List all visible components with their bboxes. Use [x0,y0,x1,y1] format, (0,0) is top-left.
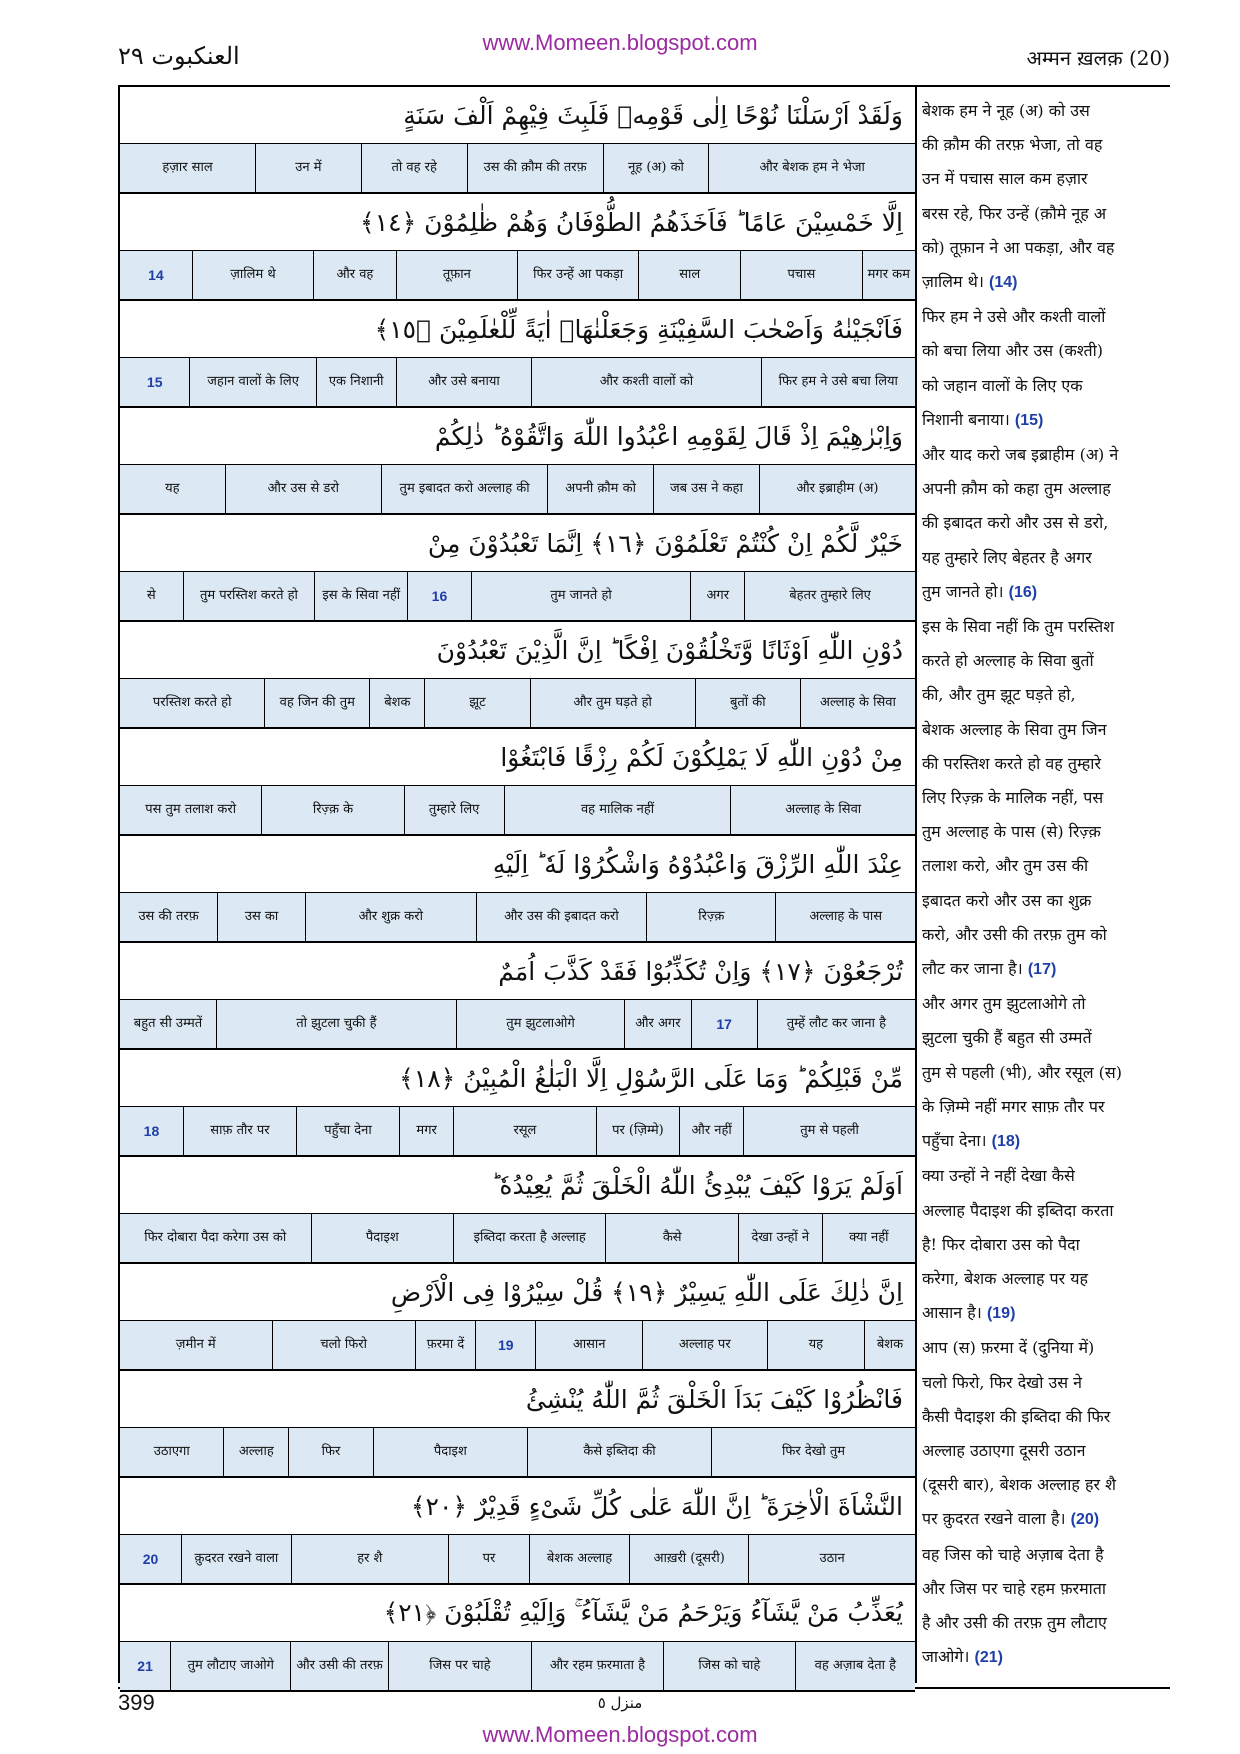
translation-line: और जिस पर चाहे रहम फ़रमाता [922,1578,1107,1598]
word-cell: पस तुम तलाश करो [145,802,237,818]
word-cell: आसान [535,1321,641,1369]
translation-line: पर क़ुदरत रखने वाला है। (20) [922,1509,1100,1529]
word-cell: और कश्ती वालों को [531,358,760,406]
verse-block [120,1050,915,1157]
translation-verse-number: (17) [1027,961,1057,979]
translation-line: करो, और उसी की तरफ़ तुम को [922,924,1107,944]
word-translation-row [120,144,915,194]
translation-line: लिए रिज़्क़ के मालिक नहीं, पस [922,788,1104,808]
word-translation-row [120,1642,915,1692]
verse-block [120,408,915,515]
translation-line: झुटला चुकी हैं बहुत सी उम्मतें [922,1028,1092,1048]
word-cell: रिज़्क़ के [261,786,403,834]
word-cell: ज़मीन में [175,1337,216,1353]
word-cell: तुम्हें लौट कर जाना है [757,1000,915,1048]
translation-verse-number: (21) [974,1649,1003,1667]
word-cell: से [146,588,156,604]
word-cell: वह जिन की तुम [264,679,369,727]
para-title: अम्मन ख़लक़ (20) [1026,46,1170,70]
verse-number: 19 [475,1321,535,1369]
word-cell: और रहम फ़रमाता है [531,1642,663,1690]
word-cell: फिर हम ने उसे बचा लिया [761,358,915,406]
word-cell: फिर उन्हें आ पकड़ा [517,251,638,299]
word-translation-row [120,1535,915,1585]
word-translation-row [120,1214,915,1264]
translation-line: फिर हम ने उसे और कश्ती वालों [922,307,1106,327]
site-url-bottom[interactable]: www.Momeen.blogspot.com [482,1722,758,1747]
word-cell: तुम लौटाए जाओगे [170,1642,290,1690]
translation-line: तुम अल्लाह के पास (से) रिज़्क़ [922,822,1101,842]
verse-block [120,622,915,729]
arabic-line: النَّشْاَةَ الْاٰخِرَةَ ؕ اِنَّ اللّٰهَ عَلٰى كُلِّ شَىْءٍ قَدِيْرٌ ﴿٢٠﴾ [120,1478,915,1535]
word-cell: तुम्हारे लिए [404,786,504,834]
word-cell: देखा उन्हों ने [738,1214,822,1262]
translation-line: इस के सिवा नहीं कि तुम परस्तिश [922,617,1115,637]
word-translation-row [120,1428,915,1478]
word-translation-row [120,1000,915,1050]
translation-verse-number: (15) [1014,411,1044,429]
verse-block [120,1371,915,1478]
word-translation-row [120,572,915,622]
verse-block [120,836,915,943]
translation-line: को) तूफ़ान ने आ पकड़ा, और वह [922,237,1115,257]
word-cell: और वह [313,251,396,299]
translation-line: तुम से पहली (भी), और रसूल (स) [922,1062,1122,1082]
translation-line: आसान है। (19) [922,1303,1016,1323]
arabic-line: وَلَقَدْ اَرْسَلْنَا نُوْحًا اِلٰى قَوْمِهٖ فَلَبِثَ فِيْهِمْ اَلْفَ سَنَةٍ [120,87,915,144]
word-cell: जिस को चाहे [663,1642,795,1690]
word-cell: रिज़्क़ [646,893,775,941]
word-cell: अल्लाह के सिवा [800,679,915,727]
word-cell: जब उस ने कहा [653,465,759,513]
verse-block [120,943,915,1050]
word-cell: बुतों की [695,679,800,727]
word-cell: रसूल [453,1107,595,1155]
word-translation-row [120,893,915,943]
word-cell: मगर [399,1107,453,1155]
translation-line: आप (स) फ़रमा दें (दुनिया में) [922,1338,1095,1358]
word-cell: हज़ार साल [162,160,213,176]
word-cell: तो झुटला चुकी हैं [216,1000,456,1048]
translation-line: पहुँचा देना। (18) [922,1131,1021,1151]
translation-line: कैसी पैदाइश की इब्तिदा की फिर [922,1406,1111,1426]
translation-line: निशानी बनाया। (15) [922,409,1044,429]
site-url-top[interactable]: www.Momeen.blogspot.com [482,30,758,55]
word-cell: अगर [690,572,744,620]
translation-line: इबादत करो और उस का शुक्र [922,890,1092,910]
translation-line: की परस्तिश करते हो वह तुम्हारे [922,753,1101,773]
word-cell: पचास [740,251,861,299]
surah-title: العنکبوت ٢٩ [118,42,240,70]
word-cell: यह [767,1321,864,1369]
word-translation-row [120,465,915,515]
word-cell: इब्तिदा करता है अल्लाह [453,1214,605,1262]
word-cell: अपनी क़ौम को [547,465,653,513]
word-cell: और इब्राहीम (अ) [759,465,915,513]
arabic-line: وَاِبْرٰهِيْمَ اِذْ قَالَ لِقَوْمِهِ اعْبُدُوا اللّٰهَ وَاتَّقُوْهُ ؕ ذٰلِكُمْ [120,408,915,465]
verse-number: 21 [137,1657,153,1674]
verse-number: 15 [146,373,163,390]
word-cell: क्या नहीं [822,1214,915,1262]
translation-line: क्या उन्हों ने नहीं देखा कैसे [922,1166,1075,1186]
translation-verse-number: (19) [986,1305,1016,1323]
arabic-line: فَانْظُرُوْا كَيْفَ بَدَاَ الْخَلْقَ ثُمَّ اللّٰهُ يُنْشِئُ [120,1371,915,1428]
translation-line: अल्लाह उठाएगा दूसरी उठान [922,1440,1086,1460]
word-cell: और तुम घड़ते हो [530,679,695,727]
translation-verse-number: (14) [989,274,1018,292]
word-cell: तुम इबादत करो अल्लाह की [381,465,547,513]
word-translation-row [120,251,915,301]
word-cell: वह अज़ाब देता है [795,1642,915,1690]
translation-line: (दूसरी बार), बेशक अल्लाह हर शै [922,1475,1116,1495]
word-cell: हर शै [291,1535,448,1583]
word-cell: फिर दोबारा पैदा करेगा उस को [144,1230,287,1246]
translation-line: है! फिर दोबारा उस को पैदा [922,1234,1080,1254]
translation-line: चलो फिरो, फिर देखो उस ने [922,1372,1083,1392]
arabic-line: عِنْدَ اللّٰهِ الرِّزْقَ وَاعْبُدُوْهُ وَاشْكُرُوْا لَهٗ ؕ اِلَيْهِ [120,836,915,893]
translation-line: के ज़िम्मे नहीं मगर साफ़ तौर पर [922,1096,1105,1116]
verse-number: 16 [407,572,471,620]
word-cell: तो वह रहे [361,144,467,192]
translation-verse-number: (18) [991,1133,1021,1151]
verse-block [120,1157,915,1264]
word-cell: और अगर [624,1000,690,1048]
word-cell: अल्लाह के सिवा [730,786,915,834]
word-cell: उस का [217,893,305,941]
translation-line: अल्लाह पैदाइश की इब्तिदा करता [922,1200,1114,1220]
verse-block [120,194,915,301]
word-cell: ज़ालिम थे [192,251,313,299]
translation-line: की इबादत करो और उस से डरो, [922,513,1109,533]
translation-line: वह जिस को चाहे अज़ाब देता है [922,1544,1104,1564]
word-cell: पैदाइश [311,1214,453,1262]
word-cell: मगर कम [862,251,915,299]
translation-column [922,94,1172,1675]
word-cell: पर [448,1535,529,1583]
word-cell: फिर [288,1428,373,1476]
verse-block [120,87,915,194]
word-translation-row [120,1107,915,1157]
word-cell: पर (ज़िम्मे) [596,1107,680,1155]
word-translation-row [120,679,915,729]
word-cell: उन में [255,144,361,192]
word-cell: जहान वालों के लिए [189,358,315,406]
word-cell: तुम जानते हो [471,572,691,620]
verse-number: 14 [148,266,164,283]
translation-line: की, और तुम झूट घड़ते हो, [922,685,1076,705]
arabic-line: تُرْجَعُوْنَ ﴿١٧﴾ وَاِنْ تُكَذِّبُوْا فَقَدْ كَذَّبَ اُمَمٌ [120,943,915,1000]
word-cell: और उसी की तरफ़ [290,1642,387,1690]
word-cell: अल्लाह पर [642,1321,767,1369]
word-cell: और बेशक हम ने भेजा [708,144,915,192]
word-cell: झूट [424,679,529,727]
translation-line: करते हो अल्लाह के सिवा बुतों [922,651,1094,671]
word-translation-row [120,786,915,836]
arabic-line: اَوَلَمْ يَرَوْا كَيْفَ يُبْدِئُ اللّٰهُ الْخَلْقَ ثُمَّ يُعِيْدُهٗ ؕ [120,1157,915,1214]
word-cell: परस्तिश करते हो [152,695,232,711]
translation-line: को बचा लिया और उस (कश्ती) [922,341,1104,361]
word-cell: एक निशानी [316,358,396,406]
translation-line: ज़ालिम थे। (14) [922,272,1018,292]
arabic-line: مِّنْ قَبْلِكُمْ ؕ وَمَا عَلَى الرَّسُوْلِ اِلَّا الْبَلٰغُ الْمُبِيْنُ ﴿١٨﴾ [120,1050,915,1107]
word-cell: कैसे इब्तिदा की [527,1428,711,1476]
translation-line: बेशक अल्लाह के सिवा तुम जिन [922,719,1107,739]
translation-line: बेशक हम ने नूह (अ) को उस [922,101,1090,120]
manzil-label: منزل ٥ [597,1694,643,1712]
word-cell: और उस की इबादत करो [476,893,647,941]
word-translation-row [120,1321,915,1371]
arabic-line: يُعَذِّبُ مَنْ يَّشَآءُ وَيَرْحَمُ مَنْ يَّشَآءُ ۚ وَاِلَيْهِ تُقْلَبُوْنَ ﴿٢١﴾ [120,1585,915,1642]
word-cell: इस के सिवा नहीं [314,572,407,620]
word-cell: उस की क़ौम की तरफ़ [467,144,603,192]
word-cell: बेशक [864,1321,915,1369]
word-cell: कैसे [605,1214,738,1262]
word-cell: पहुँचा देना [296,1107,399,1155]
page-number: 399 [118,1690,155,1715]
word-translation-row [120,358,915,408]
word-cell: बहुत सी उम्मतें [133,1016,203,1032]
arabic-line: خَيْرٌ لَّكُمْ اِنْ كُنْتُمْ تَعْلَمُوْنَ ﴿١٦﴾ اِنَّمَا تَعْبُدُوْنَ مِنْ [120,515,915,572]
word-cell: और शुक्र करो [305,893,476,941]
word-cell: तुम परस्तिश करते हो [183,572,315,620]
translation-line: यह तुम्हारे लिए बेहतर है अगर [922,547,1092,567]
word-cell: बेशक अल्लाह [529,1535,629,1583]
translation-verse-number: (20) [1070,1511,1100,1529]
verse-block [120,301,915,408]
translation-line: और याद करो जब इब्राहीम (अ) ने [922,445,1119,465]
word-cell: नूह (अ) को [603,144,709,192]
verse-block [120,729,915,836]
translation-line: बरस रहे, फिर उन्हें (क़ौमे नूह अ [922,203,1107,223]
word-cell: फ़रमा दें [415,1321,475,1369]
verse-block [120,1585,915,1692]
translation-line: करेगा, बेशक अल्लाह पर यह [922,1268,1089,1288]
translation-line: तलाश करो, और तुम उस की [922,856,1089,876]
arabic-line: اِنَّ ذٰلِكَ عَلَى اللّٰهِ يَسِيْرٌ ﴿١٩﴾ قُلْ سِيْرُوْا فِى الْاَرْضِ [120,1264,915,1321]
word-cell: साफ़ तौर पर [183,1107,296,1155]
word-cell: जिस पर चाहे [388,1642,531,1690]
arabic-line: مِنْ دُوْنِ اللّٰهِ لَا يَمْلِكُوْنَ لَكُمْ رِزْقًا فَابْتَغُوْا [120,729,915,786]
translation-line: तुम जानते हो। (16) [922,581,1038,601]
word-cell: फिर देखो तुम [711,1428,915,1476]
word-cell: चलो फिरो [272,1321,415,1369]
word-cell: अल्लाह के पास [775,893,915,941]
word-cell: यह [165,481,180,497]
word-cell: बेशक [369,679,424,727]
arabic-line: اِلَّا خَمْسِيْنَ عَامًا ؕ فَاَخَذَهُمُ الطُّوْفَانُ وَهُمْ ظٰلِمُوْنَ ﴿١٤﴾ [120,194,915,251]
translation-line: अपनी क़ौम को कहा तुम अल्लाह [922,479,1111,499]
translation-line: लौट कर जाना है। (17) [922,959,1057,979]
word-cell: बेहतर तुम्हारे लिए [744,572,915,620]
verse-block [120,1264,915,1371]
translation-line: और अगर तुम झुटलाओगे तो [922,994,1086,1014]
translation-line: जाओगे। (21) [922,1647,1003,1667]
word-cell: उठाएगा [153,1444,190,1460]
word-cell: तुम से पहली [743,1107,915,1155]
word-cell: उठान [748,1535,915,1583]
word-cell: आख़री (दूसरी) [629,1535,748,1583]
word-cell: और नहीं [679,1107,743,1155]
word-cell: अल्लाह [223,1428,288,1476]
word-cell: पैदाइश [373,1428,527,1476]
translation-verse-number: (16) [1008,583,1038,601]
word-cell: साल [638,251,740,299]
translation-line: है और उसी की तरफ़ तुम लौटाए [922,1612,1107,1632]
verse-table [118,87,917,1683]
word-cell: और उस से डरो [225,465,381,513]
word-cell: उस की तरफ़ [138,909,199,925]
word-cell: और उसे बनाया [396,358,532,406]
translation-line: उन में पचास साल कम हज़ार [922,169,1088,189]
verse-block [120,1478,915,1585]
verse-number: 17 [691,1000,757,1048]
verse-number: 18 [143,1122,160,1139]
verse-number: 20 [142,1550,159,1567]
word-cell: क़ुदरत रखने वाला [181,1535,291,1583]
arabic-line: دُوْنِ اللّٰهِ اَوْثَانًا وَّتَخْلُقُوْنَ اِفْكًا ؕ اِنَّ الَّذِيْنَ تَعْبُدُوْنَ [120,622,915,679]
word-cell: तूफ़ान [396,251,517,299]
translation-line: को जहान वालों के लिए एक [922,375,1083,395]
word-cell: तुम झुटलाओगे [456,1000,624,1048]
arabic-line: فَاَنْجَيْنٰهُ وَاَصْحٰبَ السَّفِيْنَةِ وَجَعَلْنٰهَاۤ اٰيَةً لِّلْعٰلَمِيْنَ ﴿١٥﴾ [120,301,915,358]
translation-line: की क़ौम की तरफ़ भेजा, तो वह [922,135,1103,155]
verse-block [120,515,915,622]
word-cell: वह मालिक नहीं [504,786,731,834]
